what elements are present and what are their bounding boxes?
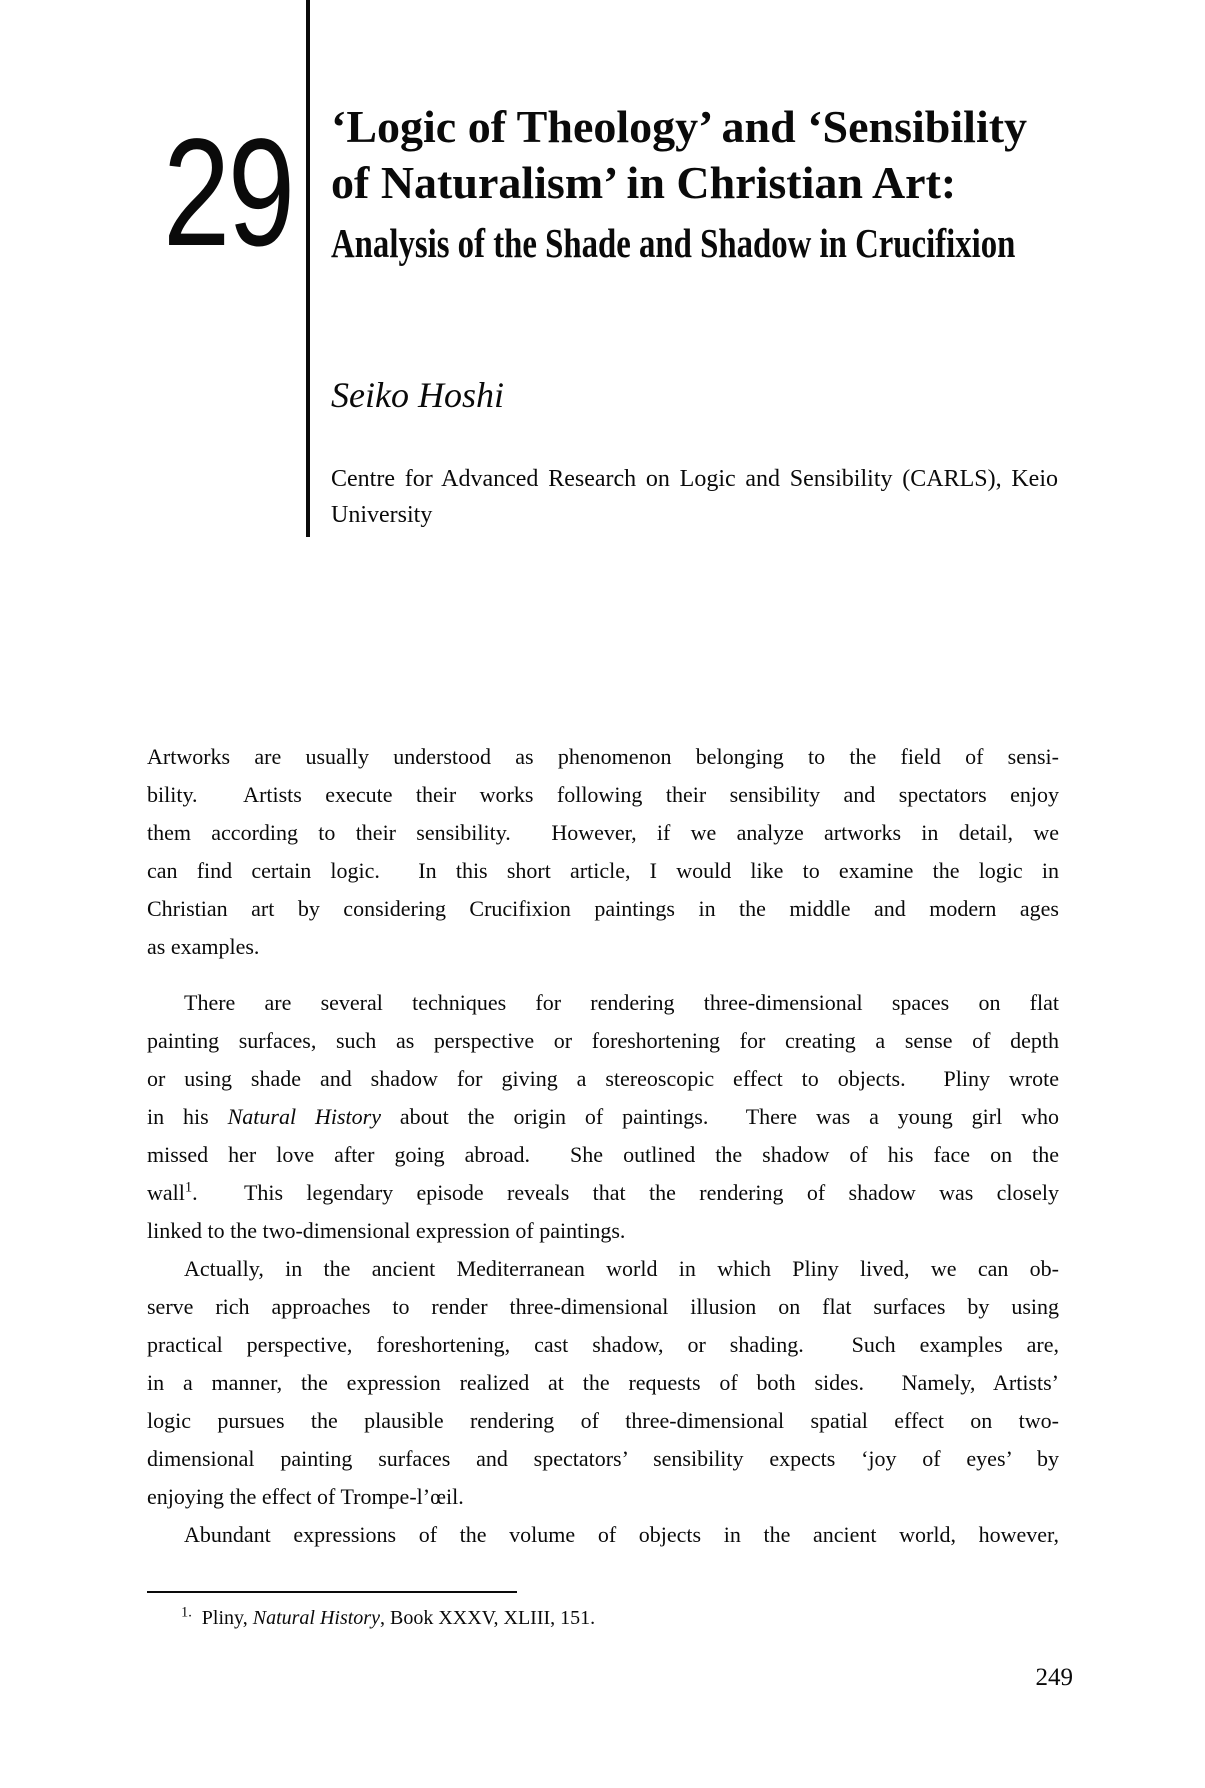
text-line: them according to their sensibility. However, if we analyze artworks in detail, we bbox=[147, 820, 1059, 845]
text-line: as examples. bbox=[147, 934, 260, 959]
chapter-divider-rule bbox=[306, 0, 310, 537]
author-name: Seiko Hoshi bbox=[331, 375, 504, 415]
text-line: Artworks are usually understood as phenomenon belonging to the field of sensi- bbox=[147, 744, 1059, 769]
paragraph bbox=[147, 1250, 1059, 1516]
text-line: wall$^1$. This legendary episode reveals that the rendering of shadow was closely bbox=[147, 1179, 1059, 1205]
paragraph bbox=[147, 1516, 1059, 1554]
subtitle-text: Analysis of the Shade and Shadow in Crucifixion bbox=[331, 220, 1016, 266]
text-line: missed her love after going abroad. She outlined the shadow of his face on the bbox=[147, 1142, 1059, 1167]
subtitle bbox=[331, 220, 1071, 266]
text-line: or using shade and shadow for giving a stereoscopic effect to objects. Pliny wrote bbox=[147, 1066, 1059, 1091]
text-line: linked to the two-dimensional expression of paintings. bbox=[147, 1218, 626, 1243]
paragraph bbox=[147, 738, 1059, 966]
footnote: $^{1.}$ Pliny, Natural History, Book XXXV, XLIII, 151. bbox=[181, 1604, 596, 1629]
title-block bbox=[331, 99, 1071, 266]
text-line: Actually, in the ancient Mediterranean world in which Pliny lived, we can ob- bbox=[184, 1256, 1059, 1281]
text-line: Abundant expressions of the volume of objects in the ancient world, however, bbox=[184, 1522, 1059, 1547]
text-line: logic pursues the plausible rendering of three-dimensional spatial effect on two- bbox=[147, 1408, 1059, 1433]
title-line-1: ‘Logic of Theology’ and ‘Sensibility bbox=[331, 101, 1028, 152]
text-line: painting surfaces, such as perspective or foreshortening for creating a sense of depth bbox=[147, 1028, 1059, 1053]
paragraph bbox=[147, 984, 1059, 1250]
text-line: can find certain logic. In this short article, I would like to examine the logic in bbox=[147, 858, 1059, 883]
title-line-2: of Naturalism’ in Christian Art: bbox=[331, 157, 957, 208]
text-line: There are several techniques for rendering three-dimensional spaces on flat bbox=[184, 990, 1059, 1015]
text-line: in a manner, the expression realized at the requests of both sides. Namely, Artists’ bbox=[147, 1370, 1059, 1395]
page-number: 249 bbox=[1035, 1664, 1073, 1691]
affiliation bbox=[331, 461, 1058, 533]
text-line: serve rich approaches to render three-dimensional illusion on flat surfaces by using bbox=[147, 1294, 1059, 1319]
text-line: dimensional painting surfaces and spectators’ sensibility expects ‘joy of eyes’ by bbox=[147, 1446, 1059, 1471]
text-line: in his Natural History about the origin of paintings. There was a young girl who bbox=[147, 1104, 1059, 1129]
body-paragraphs bbox=[147, 738, 1059, 1554]
chapter-number bbox=[163, 107, 327, 278]
text-line: practical perspective, foreshortening, cast shadow, or shading. Such examples are, bbox=[147, 1332, 1059, 1357]
footnote-rule bbox=[147, 1591, 517, 1593]
chapter-number-text: 29 bbox=[163, 107, 293, 278]
affiliation-line-1: Centre for Advanced Research on Logic and Sensibility (CARLS), Keio bbox=[331, 466, 1058, 492]
text-line: bility. Artists execute their works following their sensibility and spectators enjoy bbox=[147, 782, 1059, 807]
affiliation-line-2: University bbox=[331, 502, 433, 528]
text-line: Christian art by considering Crucifixion paintings in the middle and modern ages bbox=[147, 896, 1059, 921]
text-line: enjoying the effect of Trompe-l’œil. bbox=[147, 1484, 464, 1509]
